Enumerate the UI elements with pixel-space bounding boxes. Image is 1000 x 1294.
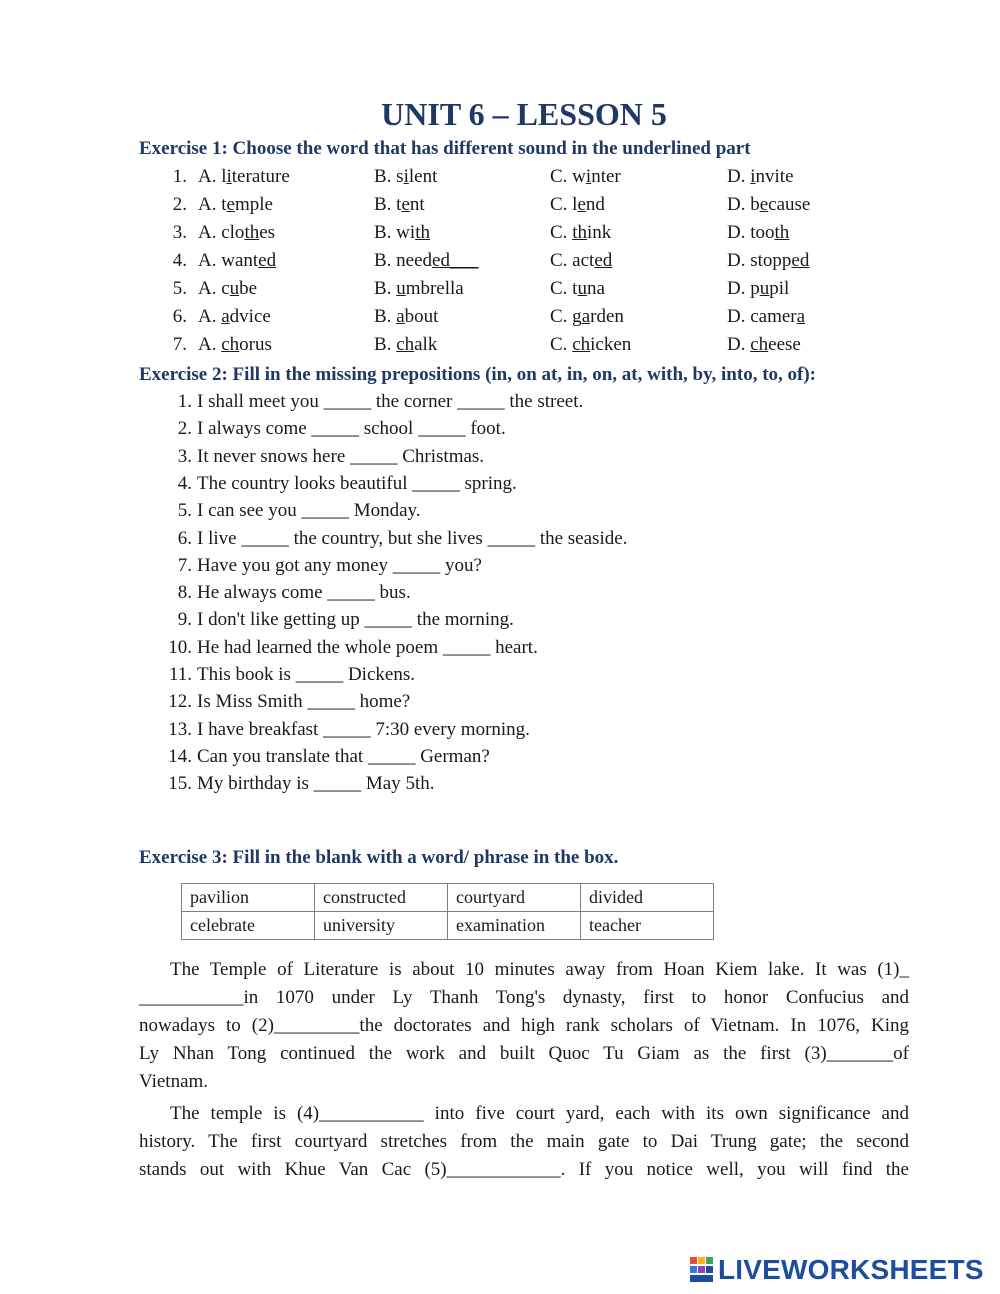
underlined-part: th [244,222,260,243]
word-box-cell: celebrate [182,912,315,940]
underlined-part: u [396,278,406,299]
answer-option[interactable] [374,334,437,356]
option-text: cause [768,194,811,215]
answer-option[interactable] [727,334,801,356]
option-text: rden [590,306,624,327]
answer-option[interactable] [374,250,478,272]
option-text: icken [590,334,632,355]
option-text: eese [768,334,801,355]
question-number: 13. [168,718,192,740]
option-text: C. act [550,250,595,271]
option-text: A. [198,334,222,355]
option-text: nt [409,194,425,215]
question-number: 3. [172,222,187,243]
option-text: C. l [550,194,578,215]
answer-option[interactable] [550,306,624,328]
option-text: A. c [198,278,230,299]
underlined-part: i [585,166,592,187]
option-text: pil [769,278,790,299]
passage-paragraph-1 [139,956,909,1096]
question-number: 5. [172,278,187,299]
option-text: D. camer [727,306,797,327]
option-text: A. t [198,194,227,215]
liveworksheets-logo [690,1253,984,1287]
passage-line: The temple is (4)___________ into five court yard, each with its own significance and [170,1103,909,1124]
underlined-part: u [759,278,770,299]
liveworksheets-icon [690,1257,714,1283]
option-text: alk [414,334,438,355]
option-text: B. [374,278,397,299]
question-text[interactable]: I always come _____ school _____ foot. [197,418,506,440]
passage-line: ___________in 1070 under Ly Thanh Tong's dynasty, first to honor Confucius and [139,987,909,1008]
option-text: D. p [727,278,760,299]
answer-option[interactable] [198,306,271,328]
word-box-cell: examination [448,912,581,940]
underlined-part: a [396,306,405,327]
question-number: 5. [177,500,192,522]
question-number: 2. [177,418,192,440]
underlined-part: ed [791,250,810,271]
word-box-row [182,884,714,912]
passage-line: Vietnam. [139,1071,209,1092]
question-number: 1. [172,166,187,187]
question-text[interactable]: I can see you _____ Monday. [197,500,421,522]
word-box-cell: teacher [581,912,714,940]
question-text[interactable]: The country looks beautiful _____ spring. [197,472,517,494]
answer-option[interactable] [374,166,437,188]
option-text: na [586,278,605,299]
underlined-part: a [221,306,230,327]
answer-option[interactable] [550,222,611,244]
option-text: B. [374,334,397,355]
option-text: B. s [374,166,404,187]
question-text[interactable]: Is Miss Smith _____ home? [197,691,411,713]
passage-line: history. The first courtyard stretches from the main gate to Dai Trung gate; the second [139,1131,909,1152]
question-text[interactable]: I don't like getting up _____ the morning. [197,609,514,631]
liveworksheets-wordmark: LIVEWORKSHEETS [718,1254,984,1285]
answer-option[interactable] [198,166,290,188]
answer-option[interactable] [198,222,275,244]
question-text[interactable]: It never snows here _____ Christmas. [197,445,485,467]
underlined-part: ch [221,334,240,355]
answer-option[interactable] [727,278,789,300]
word-box-cell: constructed [315,884,448,912]
underlined-part: a [581,306,591,327]
question-text[interactable]: My birthday is _____ May 5th. [197,773,435,795]
word-box-cell: divided [581,884,714,912]
exercise1-heading: Exercise 1: Choose the word that has different sound in the underlined part [139,138,751,159]
question-number: 3. [177,445,192,467]
passage-paragraph-2 [139,1100,909,1184]
question-number: 7. [172,334,187,355]
question-number: 10. [168,636,192,658]
option-text: C. g [550,306,582,327]
underlined-part: u [577,278,587,299]
passage-line: Ly Nhan Tong continued the work and built Quoc Tu Giam as the first (3)_______of [139,1043,909,1064]
question-number: 2. [172,194,187,215]
underlined-part: e [226,194,235,215]
answer-option[interactable] [727,250,809,272]
answer-option[interactable] [374,306,438,328]
option-text: be [239,278,258,299]
option-text: nd [585,194,605,215]
option-text: mbrella [405,278,464,299]
question-number: 11. [168,664,192,685]
question-text[interactable]: Can you translate that _____ German? [197,745,490,767]
question-number: 15. [168,773,192,795]
underlined-part: th [572,222,587,243]
option-text: nvite [755,166,794,187]
answer-option[interactable] [727,306,805,328]
answer-option[interactable] [727,194,810,216]
word-box-cell: university [315,912,448,940]
underlined-part: e [759,194,769,215]
answer-option[interactable] [198,278,257,300]
question-number: 14. [168,745,192,767]
option-text: ink [586,222,612,243]
question-number: 7. [177,554,192,576]
underlined-part: ed [594,250,613,271]
question-number: 9. [177,609,192,631]
answer-option[interactable] [198,334,272,356]
question-number: 6. [177,527,192,549]
underlined-part: u [229,278,240,299]
option-text: D. too [727,222,775,243]
passage-line: nowadays to (2)_________the doctorates and high rank scholars of Vietnam. In 1076, King [139,1015,909,1036]
underlined-part: th [774,222,790,243]
answer-option[interactable] [374,194,425,216]
option-text: A. l [198,166,227,187]
answer-option[interactable] [550,278,605,300]
underlined-part: i [403,166,409,187]
answer-option[interactable] [374,278,464,300]
option-text: terature [231,166,290,187]
passage-line: stands out with Khue Van Cac (5)____________. If you notice well, you will find the [139,1159,909,1180]
exercise3-heading: Exercise 3: Fill in the blank with a word/ phrase in the box. [139,847,619,868]
word-box-cell: courtyard [448,884,581,912]
option-text: B. t [374,194,402,215]
underlined-part: ch [572,334,591,355]
option-text: orus [239,334,272,355]
option-text: es [259,222,276,243]
answer-option[interactable] [198,194,273,216]
option-text: A. clo [198,222,245,243]
option-text: C. [550,222,573,243]
underlined-part: i [226,166,232,187]
word-box-cell: pavilion [182,884,315,912]
answer-option[interactable] [550,250,612,272]
answer-option[interactable] [550,334,631,356]
option-text: bout [404,306,439,327]
underlined-part: th [415,222,430,243]
option-text: B. [374,306,397,327]
option-text: D. stopp [727,250,792,271]
question-text[interactable]: I live _____ the country, but she lives _____ the seaside. [197,527,628,549]
option-text: C. t [550,278,578,299]
answer-option[interactable] [727,166,794,188]
underlined-part: ch [750,334,769,355]
question-number: 1. [177,391,192,412]
option-text: A. [198,306,222,327]
answer-option[interactable] [727,222,789,244]
question-number: 6. [172,306,187,327]
answer-option[interactable] [198,250,276,272]
passage-line: The Temple of Literature is about 10 minutes away from Hoan Kiem lake. It was (1)_ [170,959,909,980]
option-text: B. need [374,250,433,271]
exercise2-heading: Exercise 2: Fill in the missing prepositions (in, on at, in, on, at, with, by, into, to, of): [139,364,817,385]
answer-option[interactable] [550,194,605,216]
question-text[interactable]: This book is _____ Dickens. [197,664,415,685]
underlined-part: ch [396,334,415,355]
option-text: A. want [198,250,259,271]
underlined-part: a [796,306,806,327]
underlined-part: ed___ [432,250,479,271]
underlined-part: i [750,166,756,187]
underlined-part: e [401,194,410,215]
option-text: lent [408,166,438,187]
word-box [181,883,714,940]
question-text[interactable]: I shall meet you _____ the corner _____ the street. [197,391,584,412]
option-text: dvice [229,306,271,327]
question-text[interactable]: He always come _____ bus. [197,582,411,604]
question-number: 4. [177,472,192,494]
page-title: UNIT 6 – LESSON 5 [381,96,667,132]
question-number: 4. [172,250,187,271]
option-text: C. w [550,166,586,187]
word-box-row [182,912,714,940]
option-text: D. [727,334,751,355]
question-text[interactable]: He had learned the whole poem _____ heart. [197,636,538,658]
option-text: B. wi [374,222,416,243]
option-text: D. b [727,194,760,215]
underlined-part: e [577,194,586,215]
question-number: 12. [168,691,192,713]
question-number: 8. [177,582,192,604]
option-text: nter [591,166,621,187]
option-text: D. [727,166,751,187]
question-text[interactable]: Have you got any money _____ you? [197,554,482,576]
question-text[interactable]: I have breakfast _____ 7:30 every morning. [197,718,530,740]
underlined-part: ed [258,250,277,271]
option-text: C. [550,334,573,355]
answer-option[interactable] [550,166,621,188]
option-text: mple [234,194,273,215]
answer-option[interactable] [374,222,430,244]
